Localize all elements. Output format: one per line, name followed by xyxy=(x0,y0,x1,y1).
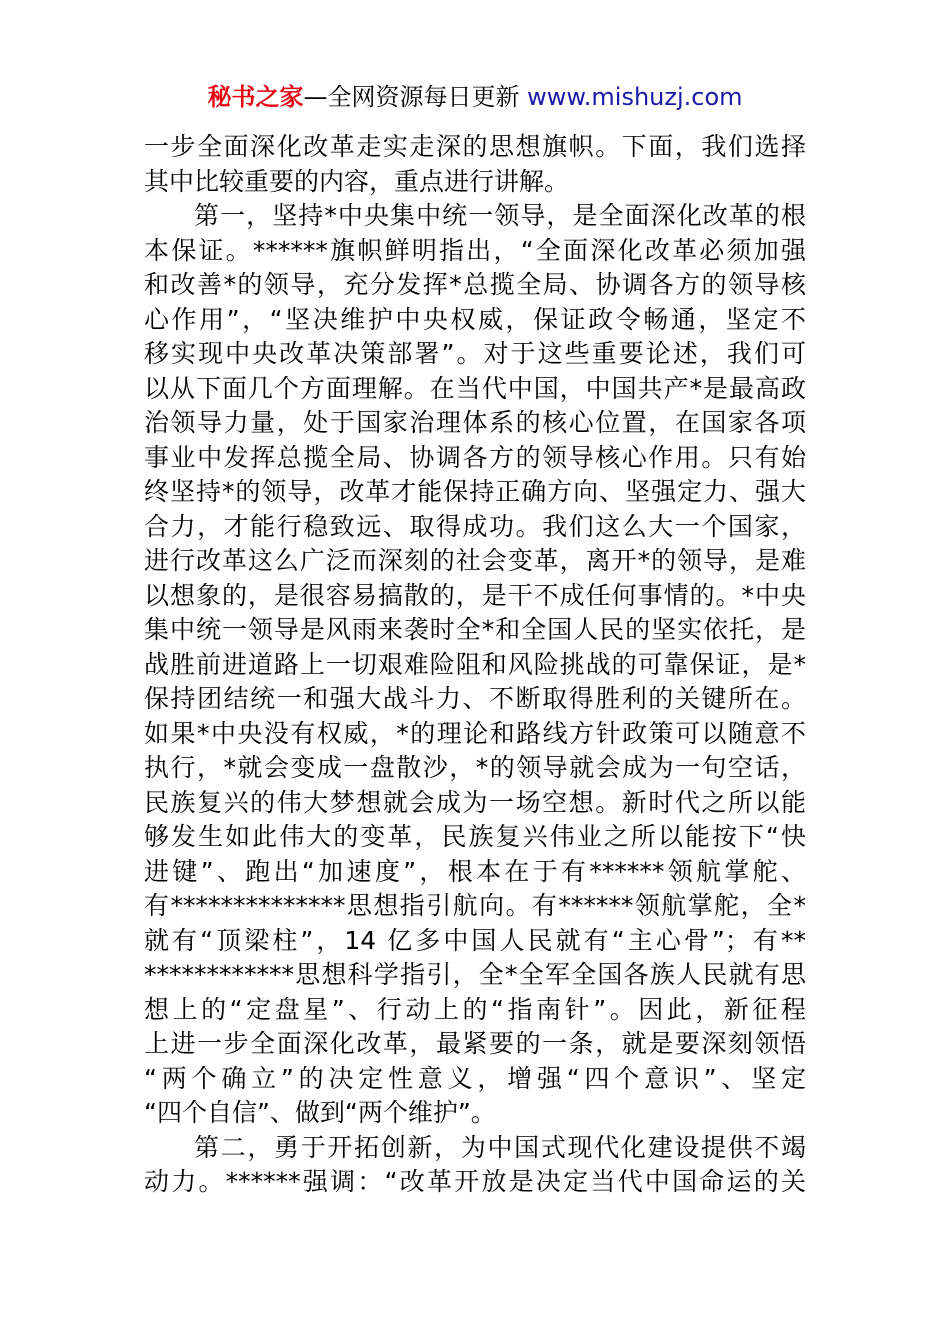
text-line: 和改善*的领导，充分发挥*总揽全局、协调各方的领导核 xyxy=(144,270,806,299)
text-line: 移实现中央改革决策部署”。对于这些重要论述，我们可 xyxy=(144,339,806,368)
text-line: 一步全面深化改革走实走深的思想旗帜。下面，我们选择 xyxy=(144,132,806,161)
text-line: 有**************思想指引航向。有******领航掌舵，全* xyxy=(144,891,806,920)
text-line: 动力。******强调：“改革开放是决定当代中国命运的关 xyxy=(144,1167,806,1196)
text-line: 本保证。******旗帜鲜明指出，“全面深化改革必须加强 xyxy=(144,235,806,265)
text-line: 上进一步全面深化改革，最紧要的一条，就是要深刻领悟 xyxy=(144,1029,806,1058)
text-line: 以想象的，是很容易搞散的，是干不成任何事情的。*中央 xyxy=(144,580,806,610)
text-line: 终坚持*的领导，改革才能保持正确方向、坚强定力、强大 xyxy=(144,477,806,506)
text-line: “两个确立”的决定性意义，增强“四个意识”、坚定 xyxy=(144,1063,806,1093)
text-line: 心作用”，“坚决维护中央权威，保证政令畅通，坚定不 xyxy=(144,304,806,334)
text-line: 合力，才能行稳致远、取得成功。我们这么大一个国家， xyxy=(144,511,806,541)
brand-name: 秘书之家 xyxy=(207,83,304,111)
text-line: ************思想科学指引，全*全军全国各族人民就有思 xyxy=(144,960,806,989)
text-line: 其中比较重要的内容，重点进行讲解。 xyxy=(144,166,570,196)
text-line: 战胜前进道路上一切艰难险阻和风险挑战的可靠保证，是* xyxy=(144,649,806,679)
text-line: 保持团结统一和强大战斗力、不断取得胜利的关键所在。 xyxy=(144,684,806,713)
text-line: 民族复兴的伟大梦想就会成为一场空想。新时代之所以能 xyxy=(144,787,806,817)
paragraph-first-line: 第一，坚持*中央集中统一领导，是全面深化改革的根 xyxy=(194,201,806,230)
site-url-link[interactable]: www.mishuzj.com xyxy=(527,83,743,111)
text-line: 就有“顶梁柱”，14 亿多中国人民就有“主心骨”；有** xyxy=(144,925,806,955)
text-line: 治领导力量，处于国家治理体系的核心位置，在国家各项 xyxy=(144,408,806,437)
text-line: 够发生如此伟大的变革，民族复兴伟业之所以能按下“快 xyxy=(144,822,806,851)
text-line: 执行，*就会变成一盘散沙，*的领导就会成为一句空话， xyxy=(144,753,806,782)
paragraph-first-line: 第二，勇于开拓创新，为中国式现代化建设提供不竭 xyxy=(194,1132,806,1162)
text-line: “四个自信”、做到“两个维护”。 xyxy=(144,1098,496,1127)
header-tagline: —全网资源每日更新 xyxy=(303,83,528,111)
text-line: 想上的“定盘星”、行动上的“指南针”。因此，新征程 xyxy=(144,994,806,1024)
text-line: 进键”、跑出“加速度”，根本在于有******领航掌舵、 xyxy=(144,856,806,886)
text-line: 事业中发挥总揽全局、协调各方的领导核心作用。只有始 xyxy=(144,442,806,472)
text-line: 集中统一领导是风雨来袭时全*和全国人民的坚实依托，是 xyxy=(144,615,806,644)
text-line: 如果*中央没有权威，*的理论和路线方针政策可以随意不 xyxy=(144,718,806,748)
text-line: 进行改革这么广泛而深刻的社会变革，离开*的领导，是难 xyxy=(144,546,806,575)
text-line: 以从下面几个方面理解。在当代中国，中国共产*是最高政 xyxy=(144,373,806,403)
page-header xyxy=(0,82,950,112)
document-body xyxy=(144,130,806,1200)
